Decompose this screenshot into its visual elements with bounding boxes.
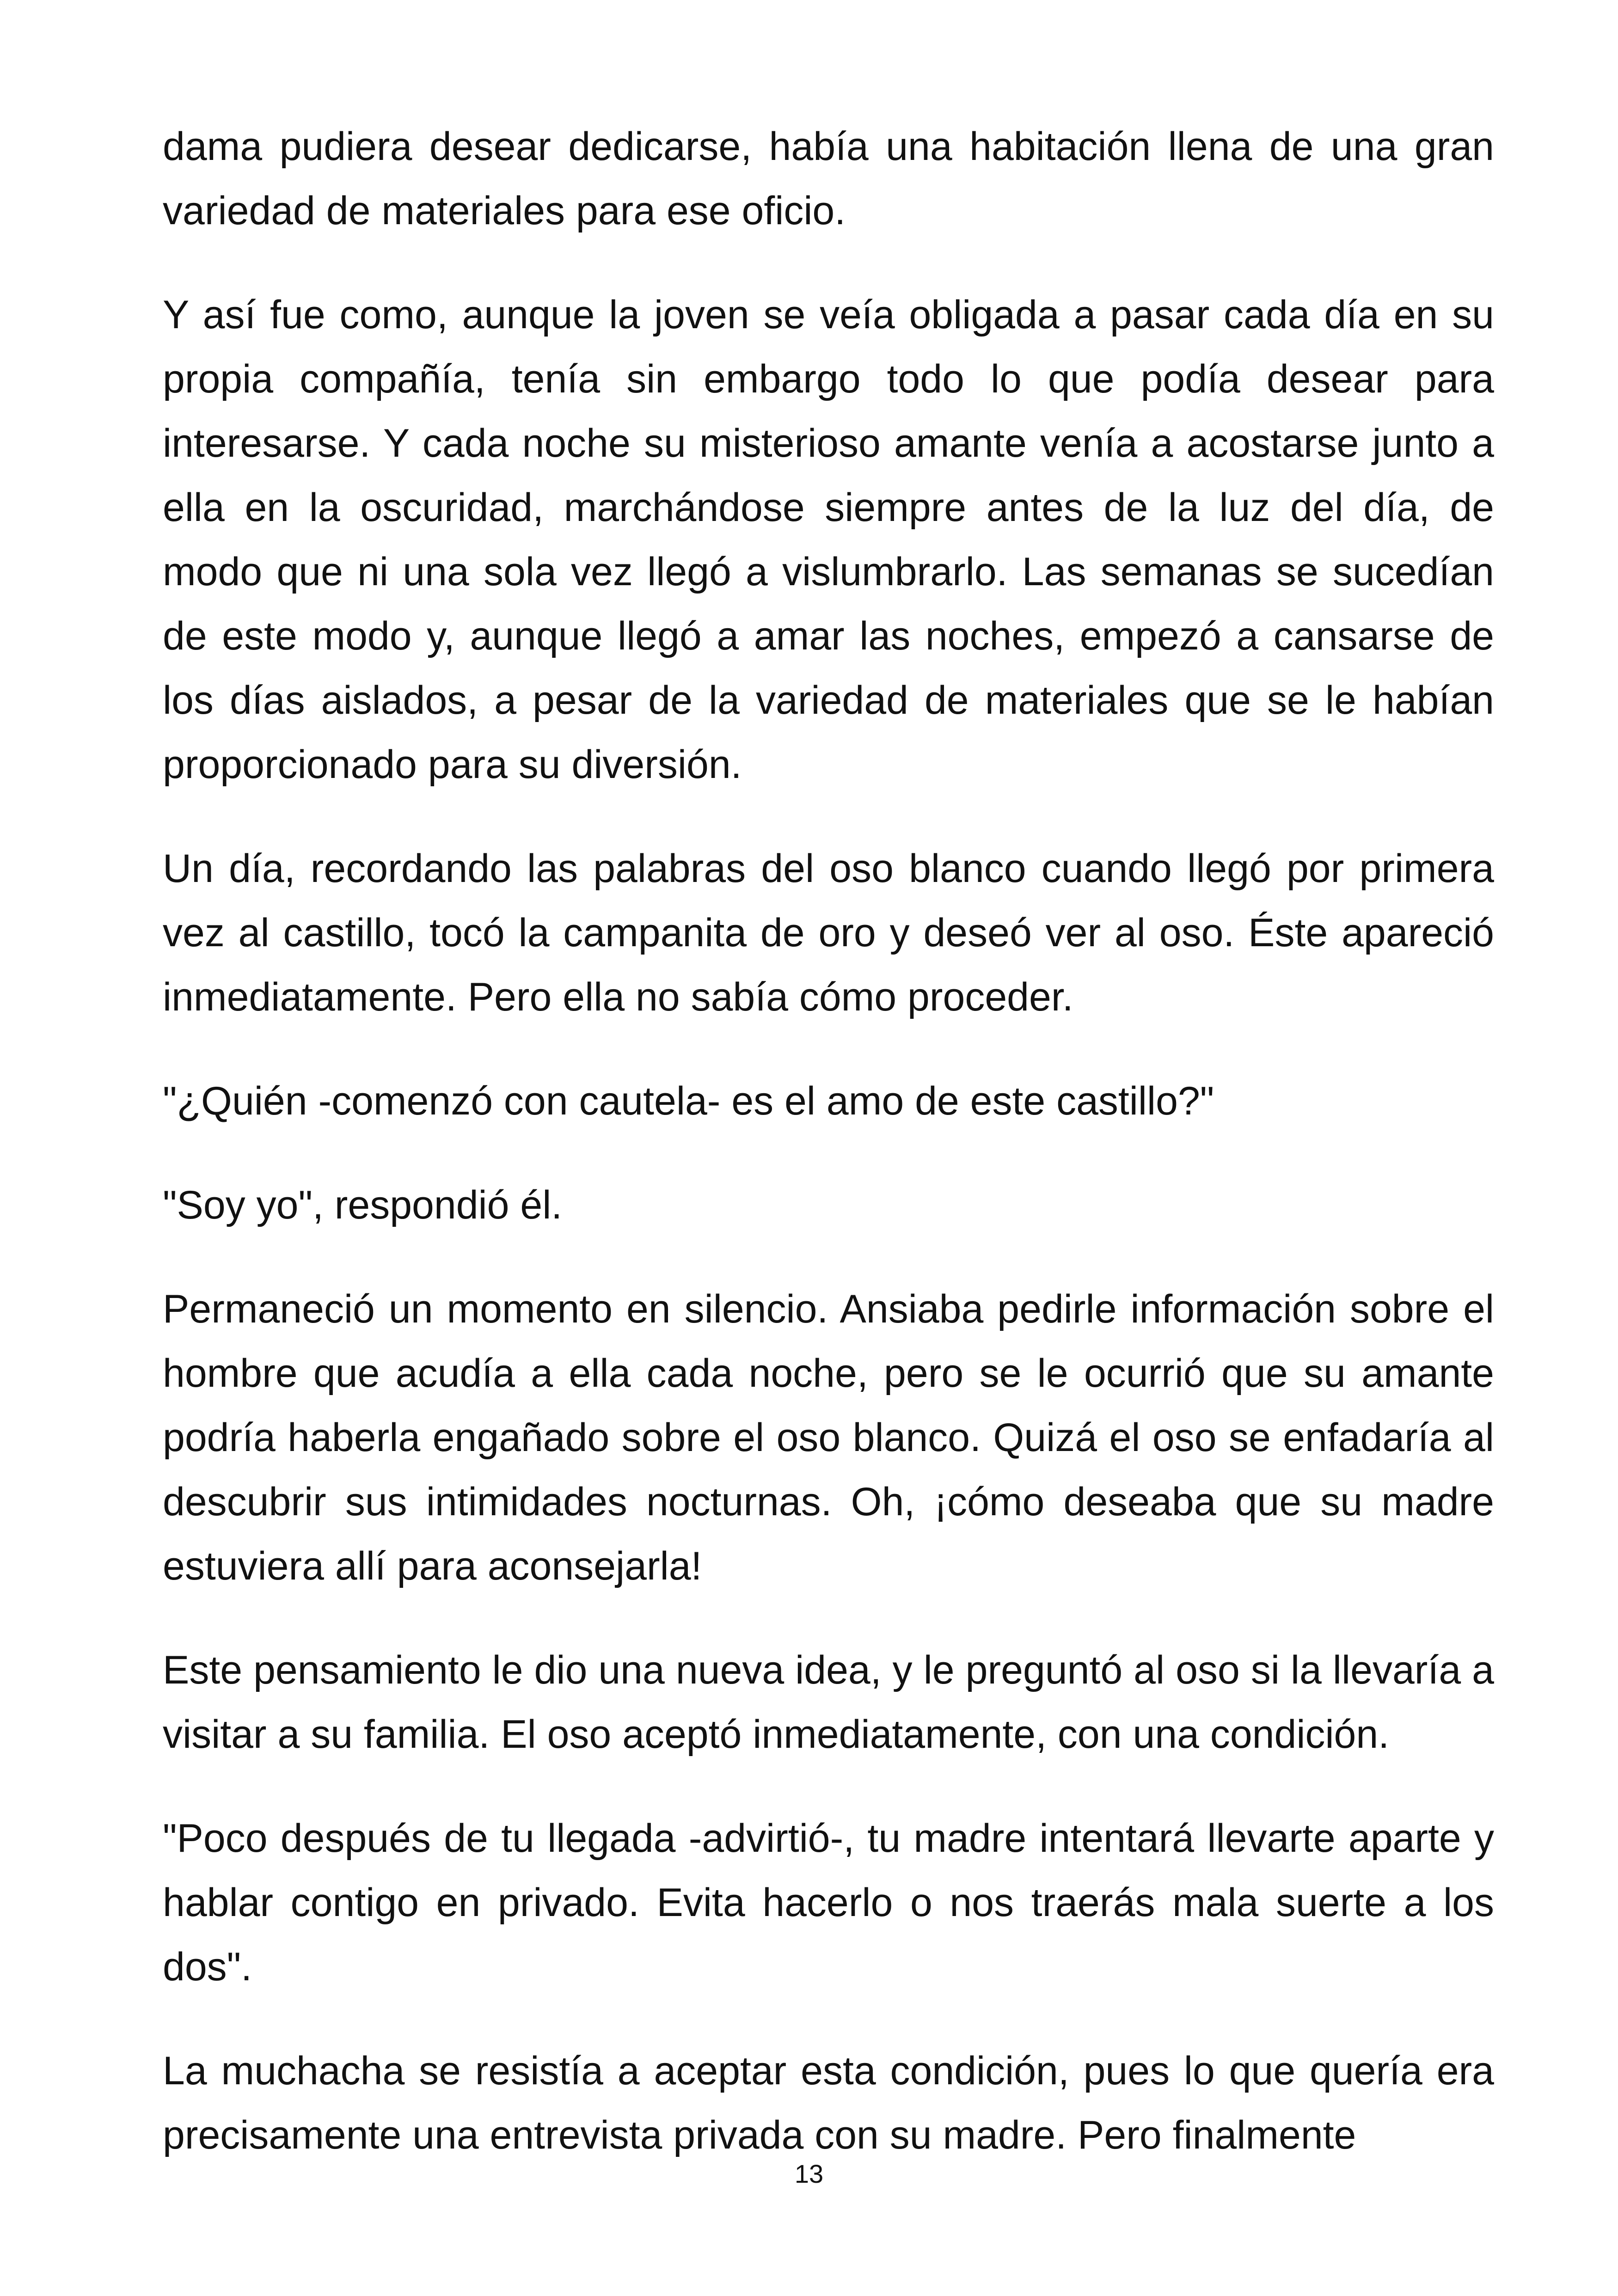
page-number: 13 [794, 2159, 824, 2188]
paragraph-8: "Poco después de tu llegada -advirtió-, tu madre intentará llevarte aparte y hablar contigo en privado. Evita hacerlo o nos traerás mala suerte a los dos". [163, 1816, 1494, 1989]
paragraph-5: "Soy yo", respondió él. [163, 1183, 563, 1227]
page-body [163, 115, 1494, 2207]
paragraph-4: "¿Quién -comenzó con cautela- es el amo de este castillo?" [163, 1079, 1214, 1123]
paragraph-3: Un día, recordando las palabras del oso blanco cuando llegó por primera vez al castillo, tocó la campanita de oro y deseó ver al oso. Éste apareció inmediatamente. Pero ella no sabía cómo proceder. [163, 846, 1494, 1019]
paragraph-9: La muchacha se resistía a aceptar esta condición, pues lo que quería era precisamente una entrevista privada con su madre. Pero finalmente [163, 2049, 1494, 2157]
paragraph-2: Y así fue como, aunque la joven se veía obligada a pasar cada día en su propia compañía, tenía sin embargo todo lo que podía desear para interesarse. Y cada noche su misterioso amante venía a acostarse junto a ella en la oscuridad, marchándose siempre antes de la luz del día, de modo que ni una sola vez llegó a vislumbrarlo. Las semanas se sucedían de este modo y, aunque llegó a amar las noches, empezó a cansarse de los días aislados, a pesar de la variedad de materiales que se le habían proporcionado para su diversión. [163, 293, 1494, 787]
paragraph-7: Este pensamiento le dio una nueva idea, y le preguntó al oso si la llevaría a visitar a su familia. El oso aceptó inmediatamente, con una condición. [163, 1648, 1494, 1757]
paragraph-1: dama pudiera desear dedicarse, había una habitación llena de una gran variedad de materiales para ese oficio. [163, 124, 1494, 233]
paragraph-6: Permaneció un momento en silencio. Ansiaba pedirle información sobre el hombre que acudía a ella cada noche, pero se le ocurrió que su amante podría haberla engañado sobre el oso blanco. Quizá el oso se enfadaría al descubrir sus intimidades nocturnas. Oh, ¡cómo deseaba que su madre estuviera allí para aconsejarla! [163, 1287, 1494, 1588]
